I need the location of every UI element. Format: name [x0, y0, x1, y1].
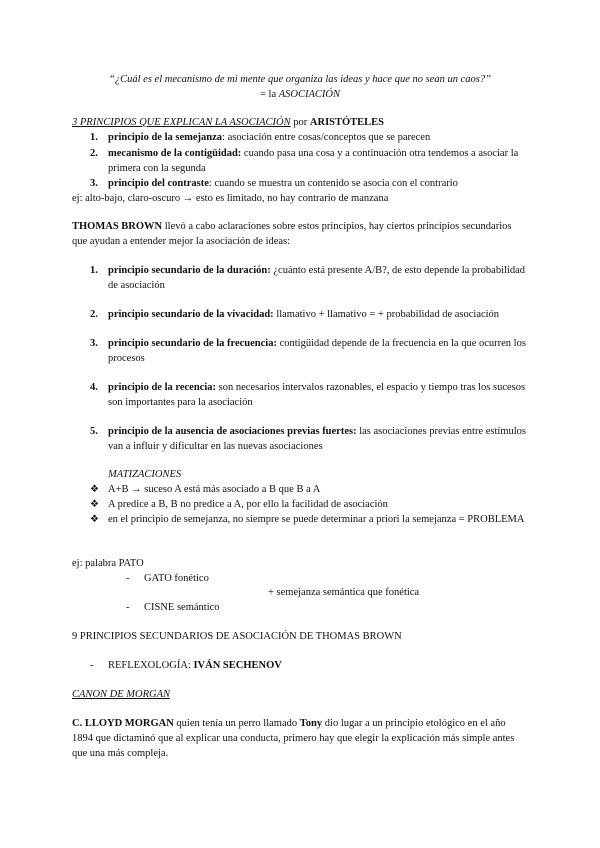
aristoteles-heading-text: 3 PRINCIPIOS QUE EXPLICAN LA ASOCIACIÓN: [72, 117, 291, 128]
list-item: [108, 263, 528, 293]
pato-line-gato: GATO fonético: [144, 573, 209, 584]
dash-bullet: -: [126, 573, 130, 584]
list-item: [108, 176, 528, 191]
bullet-item: en el principio de semejanza, no siempre se puede determinar a priori la semejanza = PROBLEMA: [108, 514, 525, 525]
principle-text: contigüidad depende de la frecuencia en la que ocurren los procesos: [108, 338, 526, 364]
morgan-heading: CANON DE MORGAN: [72, 689, 170, 700]
morgan-paragraph: [72, 716, 527, 761]
morgan-name: C. LLOYD MORGAN: [72, 718, 174, 729]
nine-principles-line: 9 PRINCIPIOS SECUNDARIOS DE ASOCIACIÓN DE THOMAS BROWN: [72, 631, 402, 642]
reflexologia-line: [108, 658, 282, 673]
diamond-bullet-icon: ❖: [90, 514, 99, 525]
reflexologia-name: IVÁN SECHENOV: [193, 660, 282, 671]
aristoteles-heading-suffix: por: [290, 117, 310, 128]
principle-title: mecanismo de la contigüidad:: [108, 148, 242, 159]
list-number: 3.: [90, 338, 98, 349]
list-item: [108, 380, 528, 410]
brown-intro-text: llevó a cabo aclaraciones sobre estos principios, hay ciertos principios secundarios que ayudan a entender mejor la asociación de ideas:: [72, 221, 512, 247]
bullet-item: A+B → suceso A está más asociado a B que B a A: [108, 484, 321, 495]
aristoteles-example: ej: alto-bajo, claro-oscuro → esto es limitado, no hay contrario de manzana: [72, 193, 389, 204]
morgan-dog: Tony: [299, 718, 323, 729]
principle-text: las asociaciones previas entre estímulos van a influir y dificultar en las nuevas asociaciones: [108, 426, 526, 452]
intro-answer: [0, 87, 600, 102]
principle-text: son necesarios intervalos razonables, el espacio y tiempo tras los sucesos son importantes para la asociación: [108, 382, 526, 408]
principle-title: principio de la recencia:: [108, 382, 216, 393]
dash-bullet: -: [90, 660, 94, 671]
list-number: 5.: [90, 426, 98, 437]
pato-line-cisne: CISNE semántico: [144, 602, 220, 613]
list-item: [108, 307, 548, 322]
principle-title: principio secundario de la duración:: [108, 265, 271, 276]
bullet-item: A predice a B, B no predice a A, por ello la facilidad de asociación: [108, 499, 388, 510]
brown-name: THOMAS BROWN: [72, 221, 163, 232]
diamond-bullet-icon: ❖: [90, 484, 99, 495]
principle-title: principio de la semejanza: [108, 132, 223, 143]
list-item: [108, 146, 528, 176]
matizaciones-heading: MATIZACIONES: [108, 469, 182, 480]
aristoteles-heading: [72, 115, 384, 130]
list-number: 1.: [90, 132, 98, 143]
dash-bullet: -: [126, 602, 130, 613]
morgan-text-1: quien tenía un perro llamado: [173, 718, 300, 729]
principle-text: : cuando se muestra un contenido se asocia con el contrario: [208, 178, 458, 189]
principle-text: ¿cuánto está presente A/B?, de esto depende la probabilidad de asociación: [108, 265, 526, 291]
intro-answer-term: ASOCIACIÓN: [278, 89, 340, 100]
morgan-text-2: dio lugar a un principio etológico en el año 1894 que dictaminó que al explicar una conducta, primero hay que elegir la explicación más simple antes que una más compleja.: [72, 718, 515, 759]
principle-title: principio secundario de la vivacidad:: [108, 309, 274, 320]
list-number: 2.: [90, 148, 98, 159]
brown-intro: [72, 219, 512, 249]
aristoteles-author: ARISTÓTELES: [309, 117, 385, 128]
intro-question: “¿Cuál es el mecanismo de mi mente que organiza las ideas y hace que no sean un caos?”: [109, 74, 491, 85]
principle-title: principio del contraste: [108, 178, 209, 189]
intro-answer-prefix: = la: [260, 89, 279, 100]
principle-text: llamativo + llamativo = + probabilidad de asociación: [273, 309, 500, 320]
reflexologia-label: REFLEXOLOGÍA:: [108, 660, 194, 671]
list-number: 2.: [90, 309, 98, 320]
principle-title: principio de la ausencia de asociaciones previas fuertes:: [108, 426, 357, 437]
list-item: [108, 336, 528, 366]
list-item: [108, 130, 528, 145]
list-number: 1.: [90, 265, 98, 276]
list-number: 3.: [90, 178, 98, 189]
pato-note: + semejanza semántica que fonética: [268, 587, 420, 598]
list-item: [108, 424, 528, 454]
principle-title: principio secundario de la frecuencia:: [108, 338, 277, 349]
list-number: 4.: [90, 382, 98, 393]
diamond-bullet-icon: ❖: [90, 499, 99, 510]
principle-text: cuando pasa una cosa y a continuación otra tendemos a asociar la primera con la segunda: [108, 148, 519, 174]
principle-text: : asociación entre cosas/conceptos que se parecen: [222, 132, 431, 143]
pato-example: ej: palabra PATO: [72, 558, 144, 569]
